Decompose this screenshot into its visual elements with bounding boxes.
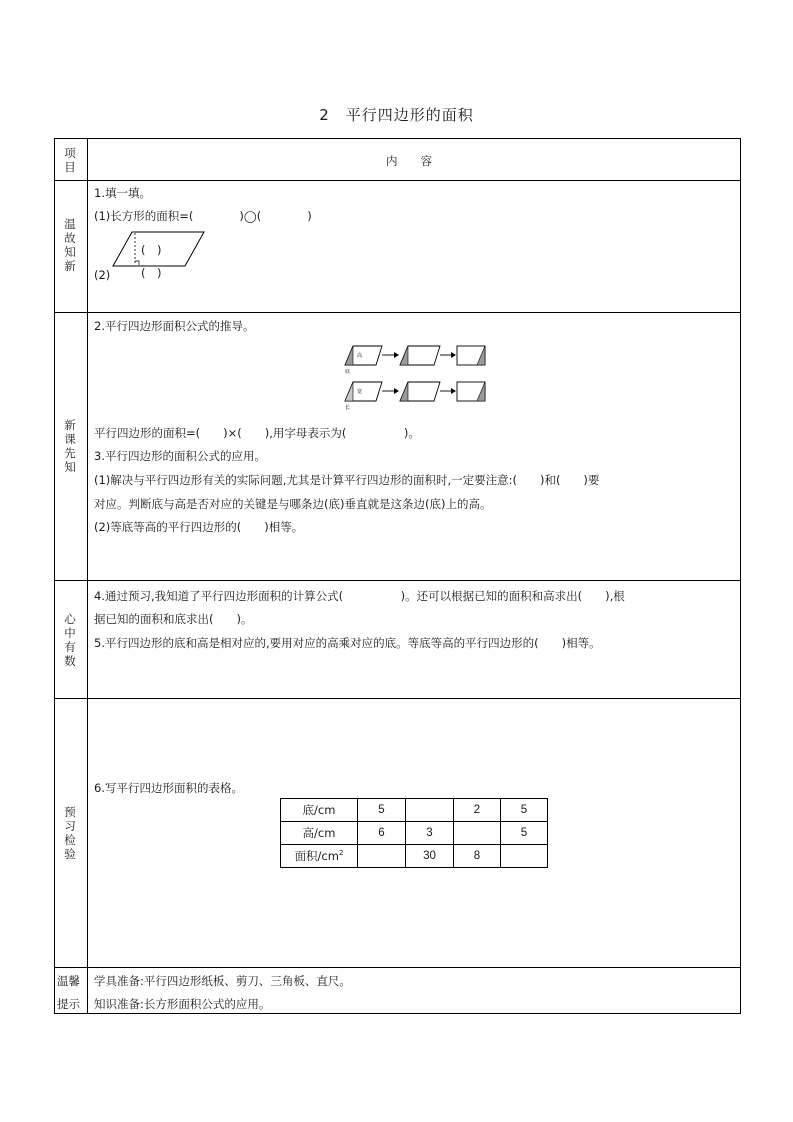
tip-tools: 学具准备:平行四边形纸板、剪刀、三角板、直尺。 xyxy=(94,974,351,988)
diagram-label-width: 宽 xyxy=(357,389,363,395)
row-header-base: 底/cm xyxy=(281,799,358,822)
table-cell: 8 xyxy=(454,845,501,868)
row-header-height: 高/cm xyxy=(281,822,358,845)
diagram-label-base: 底 xyxy=(345,369,351,375)
table-cell: 6 xyxy=(358,822,406,845)
header-content-label: 内 容 xyxy=(386,154,432,168)
question-4-line-1: 4.通过预习,我知道了平行四边形面积的计算公式( )。还可以根据已知的面积和高求出( ),根 xyxy=(94,589,625,603)
question-3-part-1-line-1: (1)解决与平行四边形有关的实际问题,尤其是计算平行四边形的面积时,一定要注意:( )和( )要 xyxy=(94,473,600,487)
row-divider xyxy=(54,180,741,181)
question-3-part-2: (2)等底等高的平行四边形的( )相等。 xyxy=(94,520,304,534)
table-cell: 5 xyxy=(501,799,548,822)
table-cell: 3 xyxy=(406,822,454,845)
table-row xyxy=(281,822,548,845)
table-cell: 5 xyxy=(501,822,548,845)
row-divider xyxy=(54,967,741,968)
section-label-tips-line-1: 温馨 xyxy=(57,974,80,988)
header-item-label: 项目 xyxy=(64,146,76,174)
section-label-preview: 新课先知 xyxy=(64,418,76,474)
table-cell xyxy=(406,799,454,822)
question-1: 1.填一填。 xyxy=(94,186,151,200)
question-1-part-1: (1)长方形的面积=( )◯( ) xyxy=(94,209,312,223)
figure-base-blank: ( ) xyxy=(141,266,162,280)
row-divider xyxy=(54,698,741,699)
question-1-part-2-label: (2) xyxy=(94,268,111,282)
question-3-part-1-line-2: 对应。判断底与高是否对应的关键是与哪条边(底)垂直就是这条边(底)上的高。 xyxy=(94,497,492,511)
table-cell: 5 xyxy=(358,799,406,822)
area-formula-line: 平行四边形的面积=( )×( ),用字母表示为( )。 xyxy=(94,426,420,440)
table-border-top xyxy=(54,138,741,139)
area-table xyxy=(280,798,548,868)
diagram-label-height: 高 xyxy=(357,353,363,359)
figure-height-blank: ( ) xyxy=(141,243,162,257)
section-label-check: 心中有数 xyxy=(64,612,76,668)
table-cell xyxy=(358,845,406,868)
row-divider xyxy=(54,580,741,581)
section-label-review: 温故知新 xyxy=(64,217,76,273)
row-header-area xyxy=(281,845,358,868)
table-cell: 30 xyxy=(406,845,454,868)
table-cell: 2 xyxy=(454,799,501,822)
table-border-left xyxy=(54,138,55,1014)
section-label-test: 预习检验 xyxy=(64,805,76,861)
page-title: 2 平行四边形的面积 xyxy=(319,106,474,124)
table-border-bottom xyxy=(54,1013,741,1014)
table-row xyxy=(281,845,548,868)
row-divider xyxy=(54,312,741,313)
row-header-area-text: 面积/cm xyxy=(294,849,339,863)
question-5: 5.平行四边形的底和高是相对应的,要用对应的高乘对应的底。等底等高的平行四边形的( )相等。 xyxy=(94,636,601,650)
table-border-right xyxy=(740,138,741,1014)
derivation-diagram xyxy=(340,343,490,413)
question-2: 2.平行四边形面积公式的推导。 xyxy=(94,319,255,333)
column-divider xyxy=(87,138,88,1014)
tip-knowledge: 知识准备:长方形面积公式的应用。 xyxy=(94,997,271,1011)
question-3: 3.平行四边形的面积公式的应用。 xyxy=(94,449,266,463)
unit-superscript: 2 xyxy=(338,849,344,858)
section-label-tips-line-2: 提示 xyxy=(57,997,80,1011)
diagram-label-length: 长 xyxy=(345,405,351,411)
question-4-line-2: 据已知的面积和底求出( )。 xyxy=(94,612,253,626)
table-cell xyxy=(454,822,501,845)
table-cell xyxy=(501,845,548,868)
table-row xyxy=(281,799,548,822)
question-6: 6.写平行四边形面积的表格。 xyxy=(94,781,243,795)
